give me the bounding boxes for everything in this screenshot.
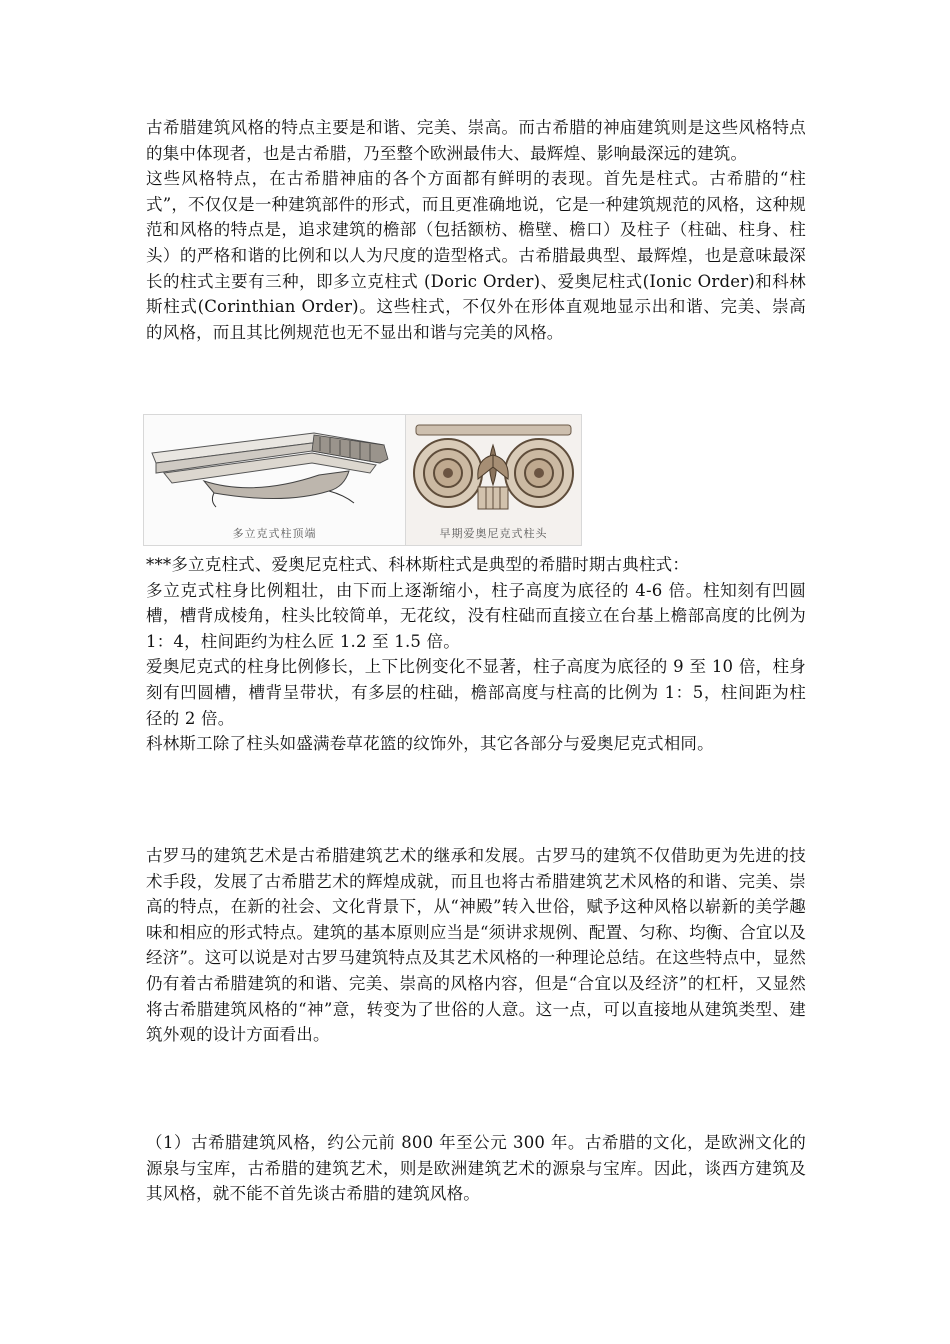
orders-intro: ***多立克柱式、爱奥尼克柱式、科林斯柱式是典型的希腊时期古典柱式： <box>146 555 690 574</box>
doric-description: 多立克式柱身比例粗壮，由下而上逐渐缩小，柱子高度为底径的 4-6 倍。柱知刻有凹圆槽，槽背成棱角，柱头比较简单，无花纹，没有柱础而直接立在台基上檐部高度的比例为 1：4，柱间距约为柱么匠 1.2 至 1.5 倍。 <box>146 580 806 651</box>
ionic-capital-figure <box>405 414 582 546</box>
intro-section <box>146 115 806 345</box>
doric-capital-figure <box>143 414 406 546</box>
column-figures <box>143 414 583 544</box>
roman-paragraph: 古罗马的建筑艺术是古希腊建筑艺术的继承和发展。古罗马的建筑不仅借助更为先进的技术手段，发展了古希腊艺术的辉煌成就，而且也将古希腊建筑艺术风格的和谐、完美、崇高的特点，在新的社会、文化背景下，从“神殿”转入世俗，赋予这种风格以崭新的美学趣味和相应的形式特点。建筑的基本原则应当是“须讲求规例、配置、匀称、均衡、合宜以及经济”。这可以说是对古罗马建筑特点及其艺术风格的一种理论总结。在这些特点中，显然仍有着古希腊建筑的和谐、完美、崇高的风格内容，但是“合宜以及经济”的杠杆，又显然将古希腊建筑风格的“神”意，转变为了世俗的人意。这一点，可以直接地从建筑类型、建筑外观的设计方面看出。 <box>146 846 806 1045</box>
doric-entablature-illustration <box>144 415 405 525</box>
intro-paragraph-2: 这些风格特点，在古希腊神庙的各个方面都有鲜明的表现。首先是柱式。古希腊的“柱式”，不仅仅是一种建筑部件的形式，而且更准确地说，它是一种建筑规范的风格，这种规范和风格的特点是，追求建筑的檐部（包括额枋、檐壁、檐口）及柱子（柱础、柱身、柱头）的严格和谐的比例和以人为尺度的造型格式。古希腊最典型、最辉煌，也是意味最深长的柱式主要有三种，即多立克柱式 (Doric Order)、爱奥尼柱式(Ionic Order)和科林斯柱式(Corinthian Order)。这些柱式，不仅外在形体直观地显示出和谐、完美、崇高的风格，而且其比例规范也无不显出和谐与完美的风格。 <box>146 169 806 342</box>
orders-section <box>146 552 806 757</box>
ionic-figure-caption: 早期爱奥尼克式柱头 <box>439 527 548 540</box>
intro-paragraph-1: 古希腊建筑风格的特点主要是和谐、完美、崇高。而古希腊的神庙建筑则是这些风格特点的集中体现者，也是古希腊，乃至整个欧洲最伟大、最辉煌、影响最深远的建筑。 <box>146 118 806 163</box>
corinthian-description: 科林斯工除了柱头如盛满卷草花篮的纹饰外，其它各部分与爱奥尼克式相同。 <box>146 734 714 754</box>
greek-style-section <box>146 1130 806 1207</box>
greek-style-paragraph: （1）古希腊建筑风格，约公元前 800 年至公元 300 年。古希腊的文化，是欧洲文化的源泉与宝库，古希腊的建筑艺术，则是欧洲建筑艺术的源泉与宝库。因此，谈西方建筑及其风格，就不能不首先谈古希腊的建筑风格。 <box>146 1133 806 1204</box>
ionic-description: 爱奥尼克式的柱身比例修长，上下比例变化不显著，柱子高度为底径的 9 至 10 倍，柱身刻有凹圆槽，槽背呈带状，有多层的柱础，檐部高度与柱高的比例为 1：5，柱间距为柱径的 2 倍。 <box>146 657 806 728</box>
doric-figure-caption: 多立克式柱顶端 <box>232 527 317 540</box>
roman-section <box>146 843 806 1048</box>
ionic-capital-illustration <box>406 415 581 527</box>
